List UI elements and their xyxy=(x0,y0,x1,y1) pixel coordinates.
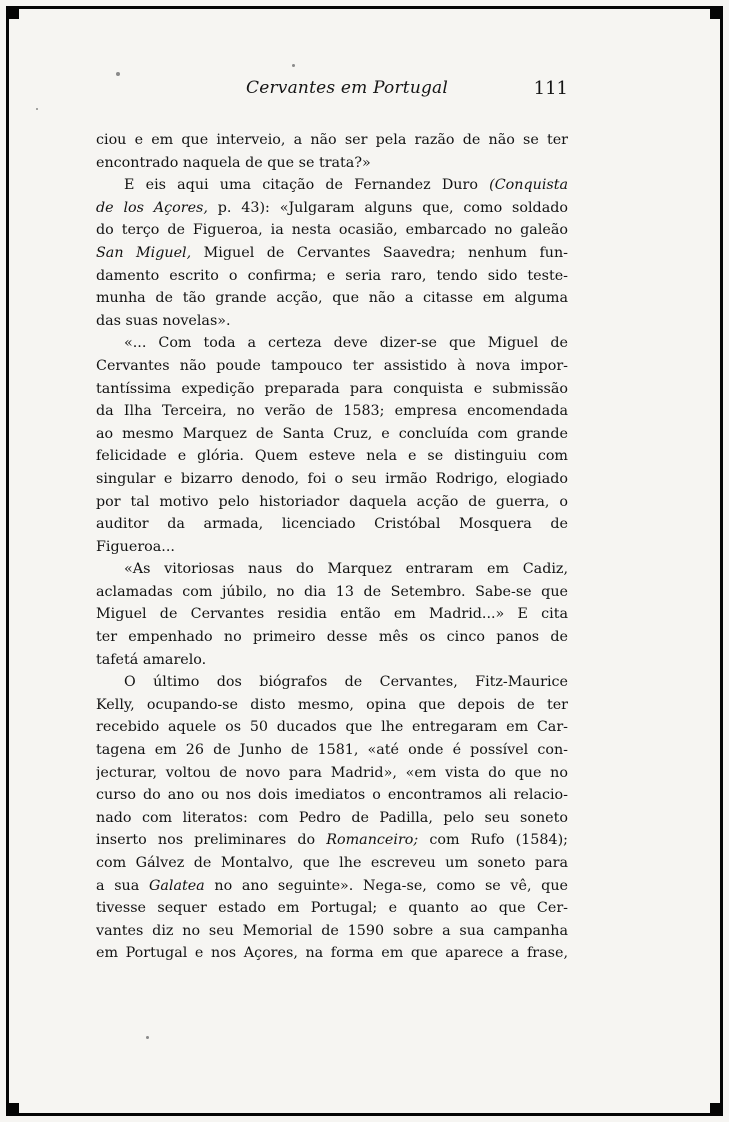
text-line: ao mesmo Marquez de Santa Cruz, e concluída com grande xyxy=(96,425,568,442)
text-line: Figueroa... xyxy=(96,538,175,555)
text-line: inserto nos preliminares do Romanceiro; com Rufo (1584); xyxy=(96,832,568,849)
text-line: tivesse sequer estado em Portugal; e quanto ao que Cer- xyxy=(96,900,568,917)
corner-mark xyxy=(710,1103,720,1113)
text-line: do terço de Figueroa, ia nesta ocasião, embarcado no galeão xyxy=(96,222,568,239)
text-line: das suas novelas». xyxy=(96,312,231,329)
text-line: encontrado naquela de que se trata?» xyxy=(96,154,371,171)
page-number: 111 xyxy=(533,78,568,99)
corner-mark xyxy=(9,9,19,19)
text-line: E eis aqui uma citação de Fernandez Duro (Conquista xyxy=(124,177,568,194)
text-line: Kelly, ocupando-se disto mesmo, opina que depois de ter xyxy=(96,696,568,713)
text-line: da Ilha Terceira, no verão de 1583; empresa encomendada xyxy=(96,403,568,420)
text-line: singular e bizarro denodo, foi o seu irmão Rodrigo, elogiado xyxy=(96,470,568,487)
text-line: vantes diz no seu Memorial de 1590 sobre a sua campanha xyxy=(96,922,568,939)
paper-speck xyxy=(116,72,120,76)
text-line: tafetá amarelo. xyxy=(96,651,207,668)
text-line: com Gálvez de Montalvo, que lhe escreveu um soneto para xyxy=(96,855,568,871)
text-line: «... Com toda a certeza deve dizer-se que Miguel de xyxy=(124,335,568,352)
corner-mark xyxy=(9,1103,19,1113)
text-line: ter empenhado no primeiro desse mês os cinco panos de xyxy=(96,629,568,646)
text-line: recebido aquele os 50 ducados que lhe entregaram em Car- xyxy=(96,719,568,736)
corner-mark xyxy=(710,9,720,19)
text-line: nado com literatos: com Pedro de Padilla, pelo seu soneto xyxy=(96,809,568,826)
text-line: por tal motivo pelo historiador daquela acção de guerra, o xyxy=(96,493,568,510)
text-line: San Miguel, Miguel de Cervantes Saavedra; nenhum fun- xyxy=(96,244,568,261)
text-line: curso do ano ou nos dois imediatos o encontramos ali relacio- xyxy=(96,787,568,804)
paper-speck xyxy=(292,64,295,67)
text-line: Cervantes não poude tampouco ter assistido à nova impor- xyxy=(96,357,568,374)
running-header xyxy=(96,78,568,102)
text-line: a sua Galatea no ano seguinte». Nega-se, como se vê, que xyxy=(96,877,568,894)
text-line: tantíssima expedição preparada para conquista e submissão xyxy=(96,380,568,397)
text-line: ciou e em que interveio, a não ser pela razão de não se ter xyxy=(96,132,568,148)
text-line: de los Açores, p. 43): «Julgaram alguns que, como soldado xyxy=(96,199,568,216)
text-line: jecturar, voltou de novo para Madrid», «em vista do que no xyxy=(96,764,568,781)
text-line: aclamadas com júbilo, no dia 13 de Setembro. Sabe-se que xyxy=(96,583,568,600)
text-line: damento escrito o confirma; e seria raro, tendo sido teste- xyxy=(96,267,568,284)
body-text xyxy=(96,129,568,965)
text-line: felicidade e glória. Quem esteve nela e se distinguiu com xyxy=(96,448,568,465)
text-line: em Portugal e nos Açores, na forma em que aparece a frase, xyxy=(96,945,568,962)
text-line: auditor da armada, licenciado Cristóbal Mosquera de xyxy=(96,516,568,533)
text-line: O último dos biógrafos de Cervantes, Fitz-Maurice xyxy=(124,674,568,691)
paper-speck xyxy=(36,108,38,110)
text-line: tagena em 26 de Junho de 1581, «até onde é possível con- xyxy=(96,742,568,759)
paper-speck xyxy=(146,1036,149,1039)
text-line: munha de tão grande acção, que não a citasse em alguma xyxy=(96,290,568,307)
running-title: Cervantes em Portugal xyxy=(246,78,449,98)
text-line: «As vitoriosas naus do Marquez entraram em Cadiz, xyxy=(124,561,568,578)
text-line: Miguel de Cervantes residia então em Madrid...» E cita xyxy=(96,606,568,623)
